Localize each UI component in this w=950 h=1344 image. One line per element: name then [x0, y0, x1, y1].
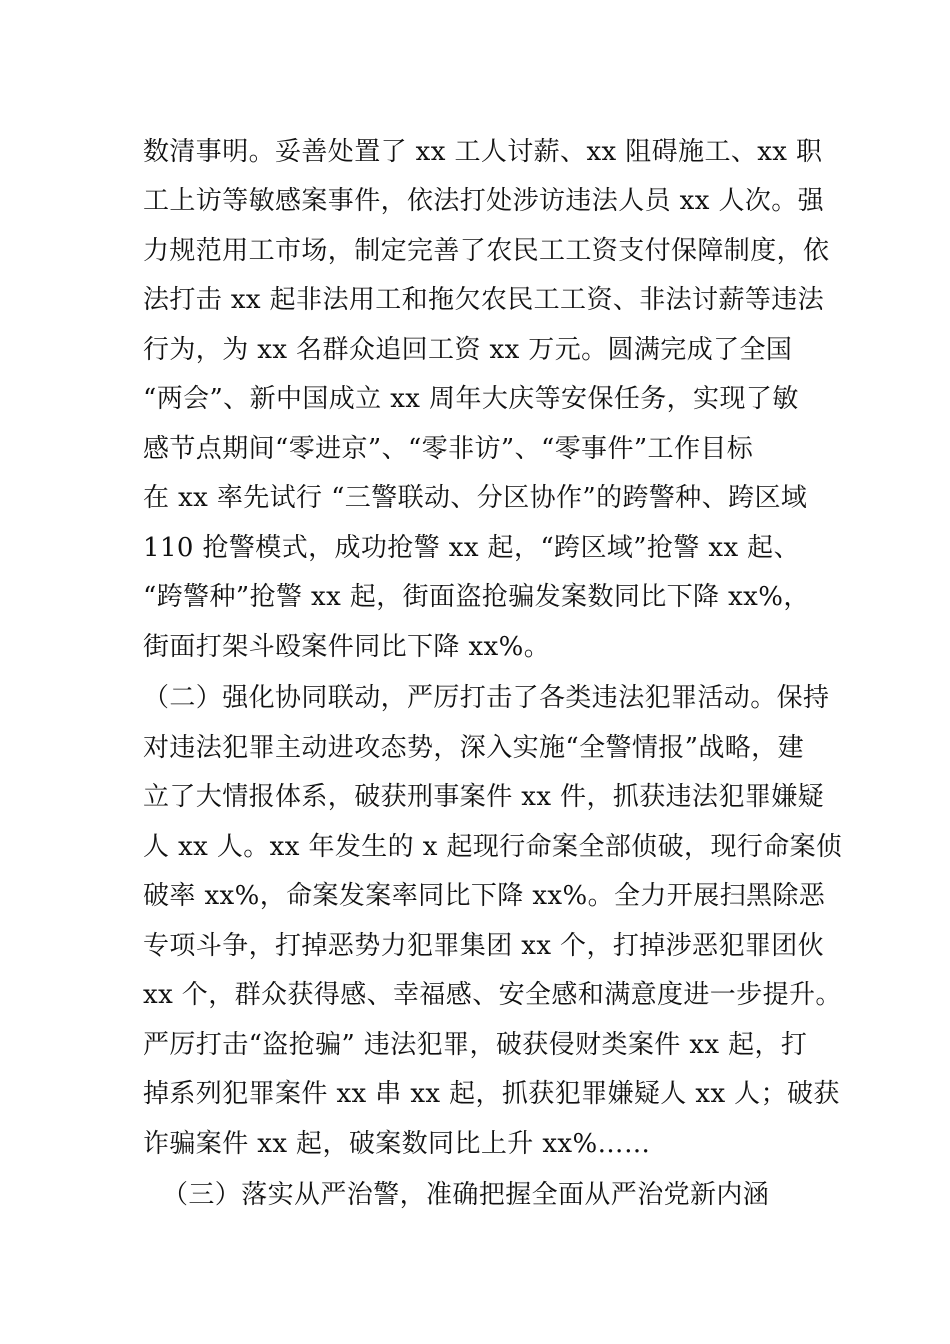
- text-line: 感节点期间“零进京”、“零非访”、“零事件”工作目标: [143, 434, 754, 464]
- text-line: 110 抢警模式，成功抢警 xx 起，“跨区域”抢警 xx 起、: [143, 533, 800, 563]
- text-line: 工上访等敏感案事件，依法打处涉访违法人员 xx 人次。强: [143, 186, 825, 216]
- text-line: 立了大情报体系，破获刑事案件 xx 件，抓获违法犯罪嫌疑: [143, 782, 825, 812]
- text-line: 对违法犯罪主动进攻态势，深入实施“全警情报”战略，建: [143, 733, 804, 763]
- text-line: “两会”、新中国成立 xx 周年大庆等安保任务，实现了敏: [143, 384, 799, 414]
- text-line: 力规范用工市场，制定完善了农民工工资支付保障制度，依: [143, 236, 830, 266]
- text-line: 数清事明。妥善处置了 xx 工人讨薪、xx 阻碍施工、xx 职: [143, 137, 823, 167]
- text-line: 行为，为 xx 名群众追回工资 xx 万元。圆满完成了全国: [143, 335, 793, 365]
- text-line: 掉系列犯罪案件 xx 串 xx 起，抓获犯罪嫌疑人 xx 人；破获: [143, 1079, 840, 1109]
- text-line: 人 xx 人。xx 年发生的 x 起现行命案全部侦破，现行命案侦: [143, 832, 843, 862]
- text-line: 破率 xx%，命案发案率同比下降 xx%。全力开展扫黑除恶: [143, 881, 826, 911]
- text-line: 街面打架斗殴案件同比下降 xx%。: [143, 632, 551, 662]
- text-line: xx 个，群众获得感、幸福感、安全感和满意度进一步提升。: [143, 980, 842, 1010]
- text-line: 严厉打击“盗抢骗” 违法犯罪，破获侵财类案件 xx 起，打: [143, 1030, 808, 1060]
- text-line: 专项斗争，打掉恶势力犯罪集团 xx 个，打掉涉恶犯罪团伙: [143, 931, 825, 961]
- section-heading-3: （三）落实从严治警，准确把握全面从严治党新内涵: [162, 1180, 770, 1210]
- text-line: “跨警种”抢警 xx 起，街面盗抢骗发案数同比下降 xx%，: [143, 582, 810, 612]
- text-line: 诈骗案件 xx 起，破案数同比上升 xx%……: [143, 1129, 651, 1159]
- section-heading-2: （二）强化协同联动，严厉打击了各类违法犯罪活动。保持: [143, 683, 830, 713]
- text-line: 在 xx 率先试行 “三警联动、分区协作”的跨警种、跨区域: [143, 483, 808, 513]
- text-line: 法打击 xx 起非法用工和拖欠农民工工资、非法讨薪等违法: [143, 285, 825, 315]
